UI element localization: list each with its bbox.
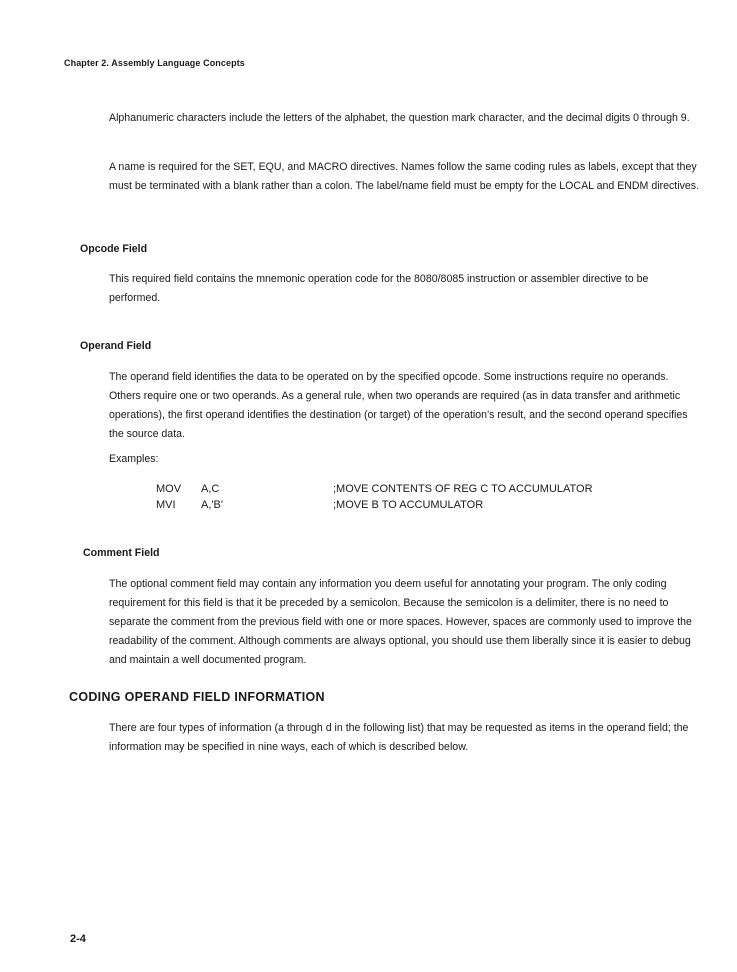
operand-field-paragraph: The operand field identifies the data to be operated on by the specified opcode. Some instructions require no operands. Others require one or two operands. As a general rule, when two operands are required (as in data transfer and arithmetic operations), the first operand identifies the destination (or target) of the operation's result, and the second operand specifies the source data. xyxy=(109,371,688,440)
example-opcode: MVI xyxy=(156,499,176,511)
coding-operand-heading: CODING OPERAND FIELD INFORMATION xyxy=(69,690,325,704)
example-row xyxy=(0,481,737,497)
example-opcode: MOV xyxy=(156,483,182,495)
name-required-paragraph: A name is required for the SET, EQU, and MACRO directives. Names follow the same coding rules as labels, except that they must be terminated with a blank rather than a colon. The label/name field must be empty for the LOCAL and ENDM directives. xyxy=(109,161,700,192)
example-comment: ;MOVE B TO ACCUMULATOR xyxy=(333,499,484,511)
coding-operand-paragraph: There are four types of information (a through d in the following list) that may be requested as items in the operand field; the information may be specified in nine ways, each of which is described below. xyxy=(109,722,689,753)
example-row xyxy=(0,497,737,513)
opcode-field-title: Opcode Field xyxy=(80,243,148,255)
comment-field-paragraph: The optional comment field may contain any information you deem useful for annotating your program. The only coding requirement for this field is that it be preceded by a semicolon. Because the semicolon is a delimiter, there is no need to separate the comment from the previous field with one or more spaces. However, spaces are commonly used to improve the readability of the comment. Although comments are always optional, you should use them liberally since it is easier to debug and maintain a well documented program. xyxy=(109,578,692,666)
comment-field-title: Comment Field xyxy=(83,547,160,559)
alphanumeric-paragraph: Alphanumeric characters include the letters of the alphabet, the question mark character, and the decimal digits 0 through 9. xyxy=(109,112,690,124)
example-comment: ;MOVE CONTENTS OF REG C TO ACCUMULATOR xyxy=(333,483,593,495)
examples-label: Examples: xyxy=(109,453,159,465)
operand-field-title: Operand Field xyxy=(80,340,152,352)
opcode-field-paragraph: This required field contains the mnemonic operation code for the 8080/8085 instruction or assembler directive to be performed. xyxy=(109,273,649,304)
example-operand: A,'B' xyxy=(201,499,223,511)
example-operand: A,C xyxy=(201,483,220,495)
page-number: 2-4 xyxy=(70,933,86,945)
chapter-header: Chapter 2. Assembly Language Concepts xyxy=(64,58,245,68)
